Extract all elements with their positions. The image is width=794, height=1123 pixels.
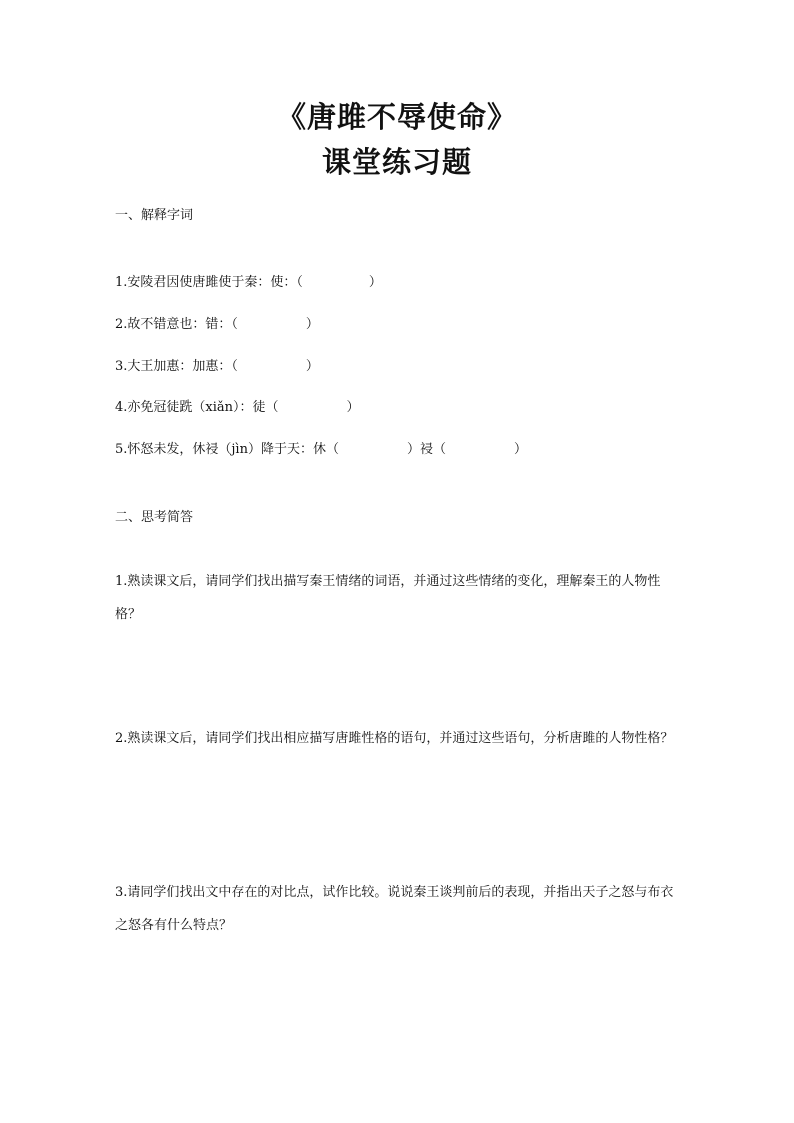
vocab-item-middle: ）祲（	[406, 442, 446, 457]
vocab-item-text: 5.怀怒未发，休祲（jìn）降于天：休（	[115, 442, 339, 457]
vocab-item-close: ）	[305, 359, 319, 374]
vocab-item	[115, 273, 382, 293]
document-subtitle: 课堂练习题	[321, 145, 472, 179]
question-item: 2.熟读课文后，请同学们找出相应描写唐雎性格的语句，并通过这些语句，分析唐雎的人物性格？	[115, 731, 674, 746]
vocab-item-text: 3.大王加惠：加惠：（	[115, 359, 238, 374]
section-heading-vocabulary: 一、解释字词	[115, 208, 194, 223]
question-item: 3.请同学们找出文中存在的对比点，试作比较。说说秦王谈判前后的表现，并指出天子之怒与布衣之怒各有什么特点？	[115, 885, 674, 933]
vocab-item	[115, 357, 319, 377]
vocab-item	[115, 398, 360, 418]
vocab-item-text: 4.亦免冠徒跣（xiǎn）：徒（	[115, 400, 279, 415]
document-title: 《唐雎不辱使命》	[276, 100, 517, 134]
vocab-item-close: ）	[513, 442, 527, 457]
section-heading-questions: 二、思考简答	[115, 510, 194, 525]
vocab-item-close: ）	[346, 400, 360, 415]
vocab-item	[115, 440, 527, 460]
vocab-item-close: ）	[305, 317, 319, 332]
question-item: 1.熟读课文后，请同学们找出描写秦王情绪的词语，并通过这些情绪的变化，理解秦王的人物性格？	[115, 574, 661, 622]
vocab-item-text: 1.安陵君因使唐雎使于秦：使：（	[115, 275, 303, 290]
vocab-item-text: 2.故不错意也：错：（	[115, 317, 238, 332]
vocab-item	[115, 315, 319, 335]
vocab-item-close: ）	[368, 275, 382, 290]
